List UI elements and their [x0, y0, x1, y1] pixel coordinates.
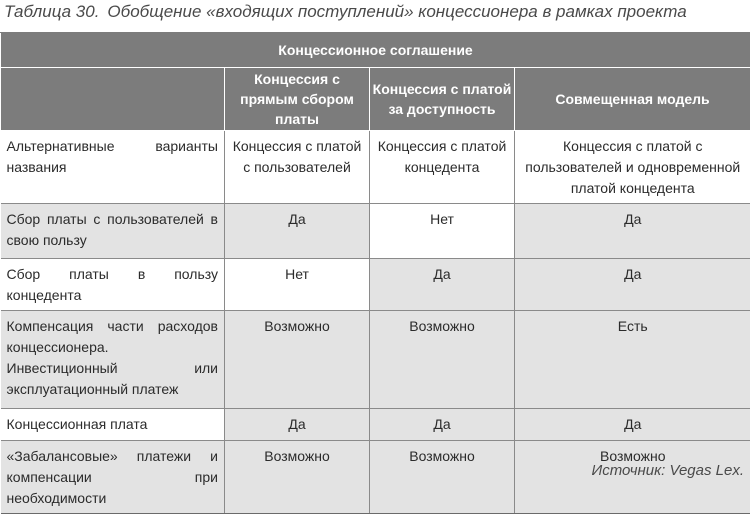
cell-value: Возможно	[370, 311, 515, 409]
group-header: Концессионное соглашение	[1, 33, 750, 68]
table-row	[1, 131, 750, 204]
cell-value: Да	[370, 409, 515, 441]
cell-value: Возможно	[225, 441, 370, 514]
header-row-columns	[1, 68, 750, 131]
row-label: Сбор платы с пользователей в свою пользу	[1, 204, 225, 259]
cell-value: Есть	[515, 311, 750, 409]
table-row	[1, 204, 750, 259]
row-label: Сбор платы в пользу концедента	[1, 259, 225, 311]
cell-value: Да	[515, 409, 750, 441]
column-header-availability-fee: Концессия с платой за доступность	[370, 68, 515, 131]
table-row	[1, 259, 750, 311]
table-row	[1, 409, 750, 441]
row-label: Компенсация части расходов концессионера. Инвестиционный или эксплуатационный платеж	[1, 311, 225, 409]
cell-value: Да	[370, 259, 515, 311]
cell-value: Нет	[225, 259, 370, 311]
caption-number: Таблица 30.	[4, 2, 99, 21]
cell-value: Концессия с платой с пользователей	[225, 131, 370, 204]
cell-value: Возможно	[225, 311, 370, 409]
concession-table	[0, 32, 750, 514]
cell-value: Да	[515, 259, 750, 311]
cell-value: Да	[225, 204, 370, 259]
header-row-group	[1, 33, 750, 68]
row-label: Альтернативные варианты названия	[1, 131, 225, 204]
column-header-direct-fee: Концессия с прямым сбором платы	[225, 68, 370, 131]
cell-value: Концессия с платой концедента	[370, 131, 515, 204]
table-caption	[4, 0, 687, 24]
caption-title: Обобщение «входящих поступлений» концессионера в рамках проекта	[107, 2, 686, 21]
table-row	[1, 311, 750, 409]
cell-value: Да	[225, 409, 370, 441]
cell-value: Концессия с платой с пользователей и одновременной платой концедента	[515, 131, 750, 204]
header-empty-cell	[1, 68, 225, 131]
row-label: Концессионная плата	[1, 409, 225, 441]
cell-value: Да	[515, 204, 750, 259]
cell-value: Нет	[370, 204, 515, 259]
cell-value: Возможно	[515, 441, 750, 514]
cell-value: Возможно	[370, 441, 515, 514]
column-header-combined-model: Совмещенная модель	[515, 68, 750, 131]
row-label: «Забалансовые» платежи и компенсации при необходимости	[1, 441, 225, 514]
source-note: Источник: Vegas Lex.	[592, 462, 745, 479]
